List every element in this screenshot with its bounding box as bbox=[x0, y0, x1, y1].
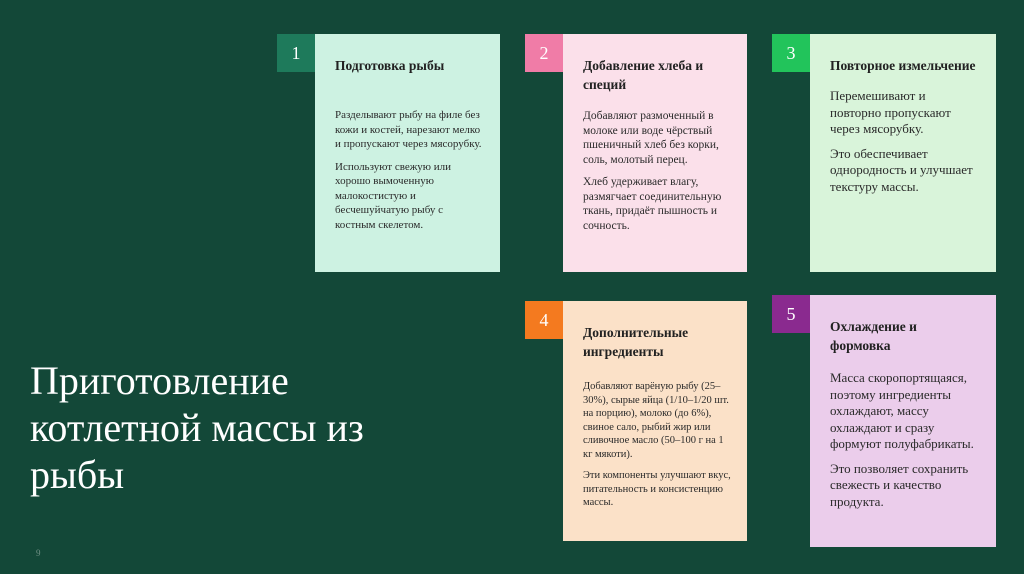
step-1-heading: Подготовка рыбы bbox=[335, 58, 445, 73]
step-badge-4: 4 bbox=[525, 301, 563, 339]
step-card-5 bbox=[810, 295, 996, 547]
step-card-4 bbox=[563, 301, 747, 541]
step-3-heading: Повторное измельчение bbox=[830, 58, 976, 73]
step-5-text-2: Это позволяет сохранить свежесть и качество продукта. bbox=[830, 460, 969, 509]
step-badge-2: 2 bbox=[525, 34, 563, 72]
step-card-2 bbox=[563, 34, 747, 272]
step-3-text-1: Перемешивают и повторно пропускают через мясорубку. bbox=[830, 88, 951, 136]
step-2-text-1: Добавляют размоченный в молоке или воде чёрствый пшеничный хлеб без корки, соль, молотый перец. bbox=[583, 110, 719, 166]
step-card-3 bbox=[810, 34, 996, 272]
step-2-heading: Добавление хлеба и специй bbox=[583, 58, 704, 92]
step-card-1 bbox=[315, 34, 500, 272]
step-4-text-2: Эти компоненты улучшают вкус, питательность и консистенцию массы. bbox=[583, 470, 731, 508]
step-1-text-1: Разделывают рыбу на филе без кожи и костей, нарезают мелко и пропускают через мясорубку. bbox=[335, 109, 482, 150]
step-3-text-2: Это обеспечивает однородность и улучшает текстуру массы. bbox=[830, 145, 973, 194]
step-5-text-1: Масса скоропортящаяся, поэтому ингредиенты охлаждают, массу охлаждают и сразу формуют полуфабрикаты. bbox=[830, 370, 974, 451]
page-number: 9 bbox=[36, 548, 41, 558]
step-badge-3: 3 bbox=[772, 34, 810, 72]
slide-title: Приготовление котлетной массы из рыбы bbox=[30, 358, 364, 497]
step-badge-1: 1 bbox=[277, 34, 315, 72]
step-2-text-2: Хлеб удерживает влагу, размягчает соединительную ткань, придаёт пышность и сочность. bbox=[583, 176, 722, 232]
step-4-heading: Дополнительные ингредиенты bbox=[583, 325, 689, 359]
step-badge-5: 5 bbox=[772, 295, 810, 333]
step-5-heading: Охлаждение и формовка bbox=[830, 319, 917, 353]
step-1-text-2: Используют свежую или хорошо вымоченную малокостистую и бесчешуйчатую рыбу с костным скелетом. bbox=[335, 160, 452, 231]
step-4-text-1: Добавляют варёную рыбу (25–30%), сырые яйца (1/10–1/20 шт. на порцию), молоко (до 6%), свиное сало, рыбий жир или сливочное масло (50–100 г на 1 кг мякоти). bbox=[583, 381, 729, 460]
